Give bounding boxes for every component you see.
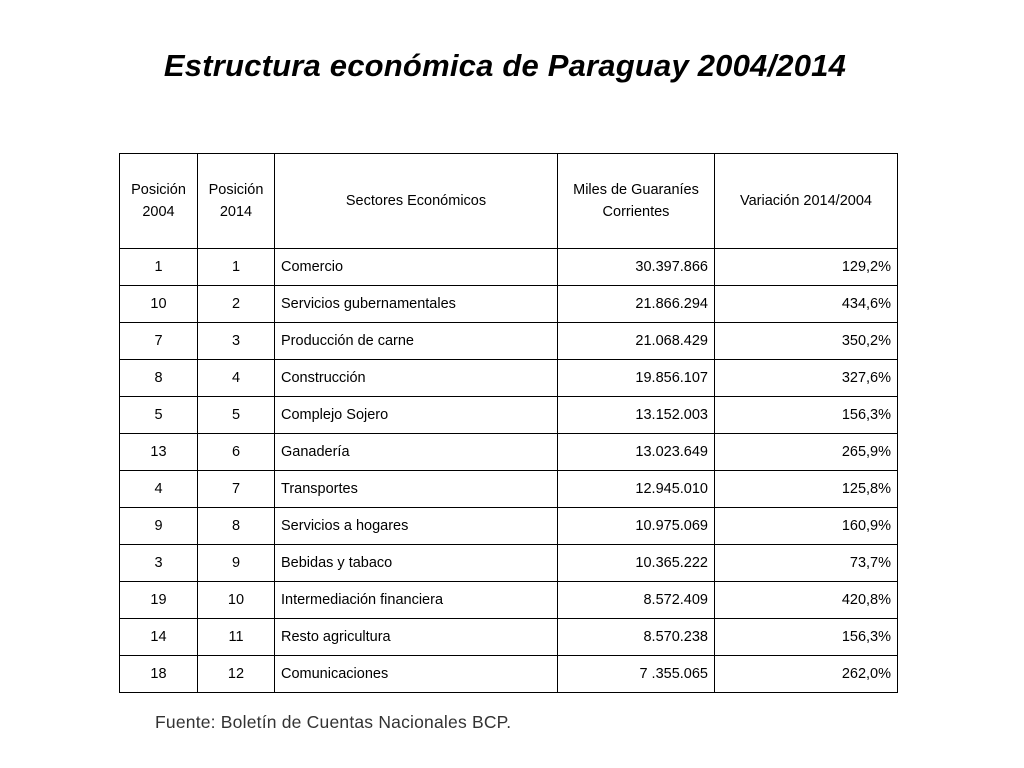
header-position-2004: Posición 2004 [120, 154, 198, 249]
variation-cell: 156,3% [715, 397, 898, 434]
table-row [120, 471, 898, 508]
position-2014-cell: 4 [198, 360, 275, 397]
sector-cell: Bebidas y tabaco [275, 545, 558, 582]
amount-cell: 13.152.003 [558, 397, 715, 434]
page-title: Estructura económica de Paraguay 2004/2014 [163, 48, 847, 83]
table-header [120, 154, 898, 249]
position-2014-cell: 7 [198, 471, 275, 508]
position-2004-cell: 9 [120, 508, 198, 545]
table-body [120, 249, 898, 693]
position-2014-cell: 5 [198, 397, 275, 434]
position-2004-cell: 13 [120, 434, 198, 471]
position-2014-cell: 3 [198, 323, 275, 360]
sector-cell: Resto agricultura [275, 619, 558, 656]
table-row [120, 397, 898, 434]
variation-cell: 420,8% [715, 582, 898, 619]
economic-structure-table [119, 153, 898, 693]
amount-cell: 19.856.107 [558, 360, 715, 397]
sector-cell: Producción de carne [275, 323, 558, 360]
sector-cell: Servicios a hogares [275, 508, 558, 545]
sector-cell: Servicios gubernamentales [275, 286, 558, 323]
table-row [120, 508, 898, 545]
position-2004-cell: 10 [120, 286, 198, 323]
variation-cell: 265,9% [715, 434, 898, 471]
sector-cell: Ganadería [275, 434, 558, 471]
position-2014-cell: 11 [198, 619, 275, 656]
position-2004-cell: 1 [120, 249, 198, 286]
sector-cell: Comunicaciones [275, 656, 558, 693]
amount-cell: 21.866.294 [558, 286, 715, 323]
variation-cell: 129,2% [715, 249, 898, 286]
amount-cell: 12.945.010 [558, 471, 715, 508]
table-row [120, 619, 898, 656]
table-row [120, 249, 898, 286]
position-2014-cell: 12 [198, 656, 275, 693]
table-row [120, 656, 898, 693]
variation-cell: 327,6% [715, 360, 898, 397]
variation-cell: 73,7% [715, 545, 898, 582]
position-2014-cell: 9 [198, 545, 275, 582]
sector-cell: Intermediación financiera [275, 582, 558, 619]
variation-cell: 350,2% [715, 323, 898, 360]
position-2014-cell: 8 [198, 508, 275, 545]
sector-cell: Transportes [275, 471, 558, 508]
amount-cell: 10.365.222 [558, 545, 715, 582]
position-2004-cell: 7 [120, 323, 198, 360]
position-2004-cell: 3 [120, 545, 198, 582]
table-row [120, 434, 898, 471]
table-row [120, 360, 898, 397]
amount-cell: 7 .355.065 [558, 656, 715, 693]
position-2004-cell: 4 [120, 471, 198, 508]
amount-cell: 30.397.866 [558, 249, 715, 286]
table-row [120, 323, 898, 360]
amount-cell: 8.572.409 [558, 582, 715, 619]
position-2004-cell: 5 [120, 397, 198, 434]
position-2004-cell: 19 [120, 582, 198, 619]
header-row [120, 154, 898, 249]
position-2004-cell: 18 [120, 656, 198, 693]
position-2004-cell: 14 [120, 619, 198, 656]
position-2014-cell: 2 [198, 286, 275, 323]
position-2014-cell: 1 [198, 249, 275, 286]
header-position-2014: Posición 2014 [198, 154, 275, 249]
sector-cell: Complejo Sojero [275, 397, 558, 434]
variation-cell: 125,8% [715, 471, 898, 508]
amount-cell: 21.068.429 [558, 323, 715, 360]
position-2004-cell: 8 [120, 360, 198, 397]
amount-cell: 8.570.238 [558, 619, 715, 656]
source-note: Fuente: Boletín de Cuentas Nacionales BCP. [155, 712, 512, 732]
table-row [120, 545, 898, 582]
table-row [120, 286, 898, 323]
position-2014-cell: 10 [198, 582, 275, 619]
table-row [120, 582, 898, 619]
sector-cell: Comercio [275, 249, 558, 286]
variation-cell: 160,9% [715, 508, 898, 545]
variation-cell: 156,3% [715, 619, 898, 656]
amount-cell: 13.023.649 [558, 434, 715, 471]
position-2014-cell: 6 [198, 434, 275, 471]
variation-cell: 262,0% [715, 656, 898, 693]
header-amount: Miles de Guaraníes Corrientes [558, 154, 715, 249]
variation-cell: 434,6% [715, 286, 898, 323]
amount-cell: 10.975.069 [558, 508, 715, 545]
header-variation: Variación 2014/2004 [715, 154, 898, 249]
header-sector: Sectores Económicos [275, 154, 558, 249]
sector-cell: Construcción [275, 360, 558, 397]
